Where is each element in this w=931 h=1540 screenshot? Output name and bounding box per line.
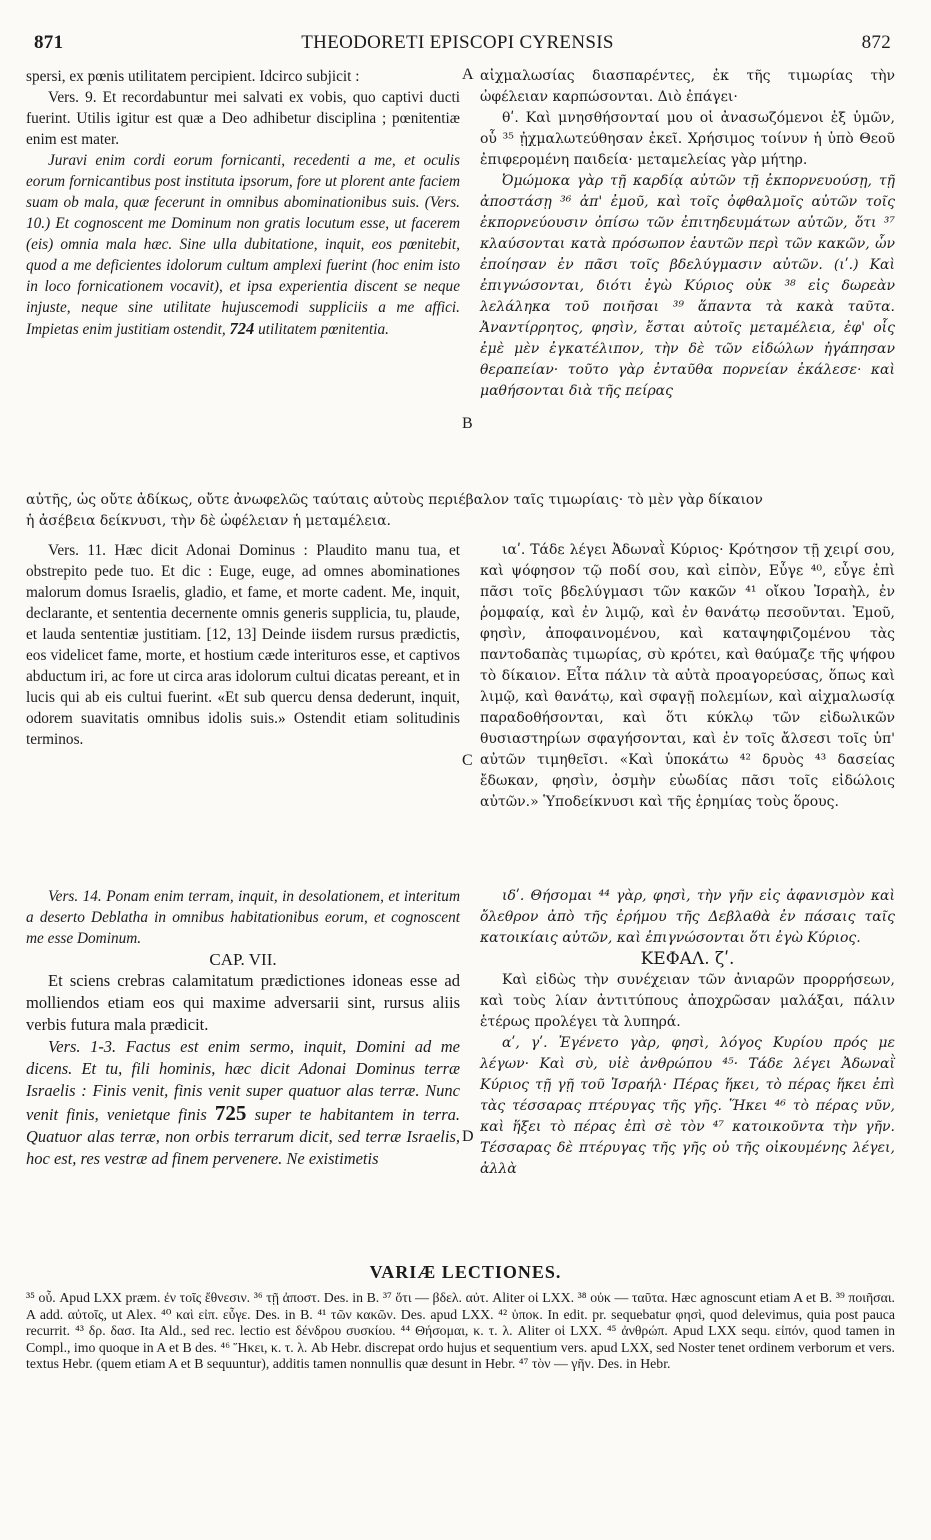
latin-verse-1-3-end: super te habitantem in terra. Quatuor alas terræ, non orbis terrarum dicit, sed terræ Israelis, hoc est, res vestræ ad finem pervenere. Ne existimetis bbox=[26, 1105, 461, 1168]
greek-verse-1-3: αʹ, γʹ. Ἐγένετο γὰρ, φησὶ, λόγος Κυρίου πρός με λέγων· Καὶ σὺ, υἱὲ ἀνθρώπου ⁴⁵· Τάδε λέγει Ἀδωναῒ Κύριος τῇ γῇ τοῦ Ἰσραήλ· Πέρας ἥκει, τὸ πέρας ἥκει ἐπὶ τὰς τέσσαρας πτέρυγας τῆς γῆς. Ἥκει ⁴⁶ τὸ πέρας νῦν, καὶ ἥξει τὸ πέρας ἐπὶ σὲ τὸν ⁴⁷ κατοικοῦντα τὴν γῆν. Τέσσαρας δὲ πτέρυγας τῆς γῆς οὐ τῆς οἰκουμένης λέγει, ἀλλὰ bbox=[480, 1035, 895, 1177]
chapter-heading-greek: ΚΕΦΑΛ. ζʹ. bbox=[640, 949, 735, 969]
greek-verse-9: θʹ. Καὶ μνησθήσονταί μου οἱ ἀνασωζόμενοι ἐξ ὑμῶν, οὗ ³⁵ ᾐχμαλωτεύθησαν ἐκεῖ. Χρήσιμος τοίνυν ἡ ὑπὸ Θεοῦ ἐπιφερομένη παιδεία· μεταμελείας γὰρ μήτηρ. bbox=[480, 110, 895, 168]
greek-chapter-summary: Καὶ εἰδὼς τὴν συνέχειαν τῶν ἀνιαρῶν προρρήσεων, καὶ τοὺς λίαν ἀντιτύπους ἀποχρῶσαν μαλάξαι, πάλιν ἑτέρως προλέγει τὰ λυπηρά. bbox=[480, 972, 895, 1030]
latin-column-middle bbox=[26, 540, 460, 750]
margin-letter-d: D bbox=[462, 1128, 474, 1145]
latin-verse-11: Vers. 11. Hæc dicit Adonai Dominus : Plaudito manu tua, et obstrepito pede tuo. Et dic : Euge, euge, ad omnes abominationes malorum domus Israelis, gladio, et fame, et morte cadent. Me, inquit, declarante, et sententia decernente omnis generis supplicia, tu, plaude, et lauda sententiæ justitiam. [12, 13] Deinde iisdem rursus prædictis, eos videlicet fame, morte, et hostium cæde interituros esse, et captivos abductum iri, ac fore ut circa aras idolorum cultui dicatas pereant, et in lucis qui ab eis cultui fuerint. «Et sub quercu densa dederunt, inquit, odorem suavitatis omnibus idolis suis.» Ostendit etiam solitudinis terminos. bbox=[26, 542, 460, 748]
greek-verse-14: ιδʹ. Θήσομαι ⁴⁴ γὰρ, φησὶ, τὴν γῆν εἰς ἀφανισμὸν καὶ ὄλεθρον ἀπὸ τῆς ἐρήμου τῆς Δεβλαθὰ ἐν πάσαις ταῖς κατοικίαις αὐτῶν, καὶ ἐπιγνώσονται ὅτι ἐγὼ Κύριος. bbox=[480, 888, 895, 946]
variae-lectiones-notes bbox=[26, 1290, 895, 1373]
latin-column-lower bbox=[26, 886, 460, 1170]
greek-verse-10: Ὀμώμοκα γὰρ τῇ καρδίᾳ αὐτῶν τῇ ἐκπορνευούσῃ, τῇ ἀποστάσῃ ³⁶ ἀπ' ἐμοῦ, καὶ τοῖς ὀφθαλμοῖς αὐτῶν τοῖς ἐκπορνεύουσιν ὀπίσω τῶν ἐπιτηδευμάτων αὐτῶν, ὅτι ³⁷ κλαύσονται κατὰ πρόσωπον ἑαυτῶν περὶ τῶν κακῶν, ὧν ἐποίησαν ἐν πᾶσι τοῖς βδελύγμασιν αὐτῶν. (ιʹ.) Καὶ ἐπιγνώσονται, διότι ἐγὼ Κύριος οὐκ ³⁸ εἰς δωρεὰν λελάληκα τοῦ ποιῆσαι ³⁹ ἅπαντα τὰ κακὰ ταῦτα. Ἀναντίρρητος, φησὶν, ἔσται αὐτοῖς μεταμέλεια, ἐφ' οἷς ἐμὲ μὲν ἐγκατέλιπον, τὴν δὲ τῶν εἰδώλων ἠγάπησαν θεραπείαν· τοῦτο γὰρ ἐνταῦθα πορνείαν ἐκάλεσε· καὶ μαθήσονται διὰ τῆς πείρας bbox=[480, 173, 895, 399]
greek-full-line-2: ἡ ἀσέβεια δείκνυσι, τὴν δὲ ὠφέλειαν ἡ μεταμέλεια. bbox=[26, 513, 391, 529]
margin-letter-c: C bbox=[462, 752, 473, 769]
latin-verse-14: Vers. 14. Ponam enim terram, inquit, in desolationem, et interitum a deserto Deblatha in omnibus habitationibus eorum, et cognoscent me esse Dominum. bbox=[26, 888, 460, 947]
column-number-724: 724 bbox=[229, 319, 255, 338]
greek-paragraph: αἰχμαλωσίας διασπαρέντες, ἐκ τῆς τιμωρίας τὴν ὠφέλειαν καρπώσονται. Διὸ ἐπάγει· bbox=[480, 68, 895, 105]
running-header bbox=[24, 30, 891, 62]
variae-lectiones-text: ³⁵ οὗ. Apud LXX præm. ἐν τοῖς ἔθνεσιν. ³⁶ τῇ ἀποστ. Des. in B. ³⁷ ὅτι — βδελ. αὐτ. Aliter oἱ LXX. ³⁸ οὐκ — ταῦτα. Hæc agnoscunt etiam A et B. ³⁹ ποιῆσαι. A add. αὐτοῖς, ut Alex. ⁴⁰ καὶ εἰπ. εὖγε. Des. in B. ⁴¹ τῶν κακῶν. Des. apud LXX. ⁴² ὑποκ. In edit. pr. sequebatur φησὶ, quod delevimus, quia post pauca recurrit. ⁴³ δρ. δασ. Ita Ald., sed rec. lectio est δένδρου συσκίου. ⁴⁴ Θήσομαι, κ. τ. λ. Aliter oἱ LXX. ⁴⁵ ἀνθρώπ. Apud LXX sequ. εἰπόν, quod tamen in Compl., imo quoque in A et B des. ⁴⁶ Ἥκει, κ. τ. λ. Ab Hebr. discrepat ordo hujus et sequentium vers. apud LXX, sed Noster tenet ordinem verborum et vers. textus Hebr. (quem etiam A et B sequuntur), additis tamen nonnullis quæ desunt in Hebr. ⁴⁷ τὸν — γῆν. Des. in Hebr. bbox=[26, 1290, 895, 1372]
latin-chapter-summary: Et sciens crebras calamitatum prædictiones idoneas esse ad molliendos etiam eos qui maxime adversarii sint, rursus aliis verbis futura mala prædicit. bbox=[26, 971, 460, 1034]
latin-verse-10-text: Juravi enim cordi eorum fornicanti, recedenti a me, et oculis eorum fornicantibus post instituta ipsorum, fore ut plorent ante faciem suam ob mala, quæ fecerunt in omnibus abominationibus suis. (Vers. 10.) Et cognoscent me Dominum non gratis locutum esse, ut facerem (eis) omnia mala hæc. Sine ulla dubitatione, inquit, eos pœnitebit, quod a me deficientes idolorum cultum amplexi fuerint (hoc enim isto in loco fornicationem vocavit), et ipsa experientia discent se neque injuste, neque sine utilitate hujuscemodi suppliciis a me affici. Impietas enim justitiam ostendit, bbox=[26, 152, 460, 338]
greek-column-top bbox=[480, 66, 895, 402]
latin-verse-1-3-text: Vers. 1-3. Factus est enim sermo, inquit, Domini ad me dicens. Et tu, fili hominis, hæc dicit Adonai Dominus terræ Israelis : Finis venit, finis venit super quatuor alas terræ. Nunc venit finis, venietque finis bbox=[26, 1037, 460, 1124]
latin-paragraph: spersi, ex pœnis utilitatem percipient. Idcirco subjicit : bbox=[26, 68, 360, 85]
greek-column-middle bbox=[480, 540, 895, 813]
latin-verse-10 bbox=[26, 150, 460, 340]
chapter-heading-latin: CAP. VII. bbox=[209, 950, 277, 969]
greek-verse-11: ιαʹ. Τάδε λέγει Ἀδωναῒ Κύριος· Κρότησον τῇ χειρί σου, καὶ ψόφησον τῷ ποδί σου, καὶ εἰπὸν, Εὖγε ⁴⁰, εὖγε ἐπὶ πᾶσι τοῖς βδελύγμασι τῶν κακῶν ⁴¹ οἴκου Ἰσραὴλ, ἐν ῥομφαίᾳ, καὶ ἐν λιμῷ, καὶ ἐν θανάτῳ πεσοῦνται. Ἐμοῦ, φησὶν, ἀποφαινομένου, καὶ καταψηφιζομένου τὰς παντοδαπὰς τιμωρίας, σὺ κρότει, καὶ θαύμαζε τῆς ψήφου τὸ δίκαιον. Εἶτα πάλιν τὰ αὐτὰ προαγορεύσας, ὅπως καὶ λιμῷ, καὶ θανάτῳ, καὶ σφαγῇ πολεμίων, καὶ αἰχμαλωσίᾳ παραδοθήσονται, καὶ ὅτι κύκλῳ τῶν εἰδωλικῶν θυσιαστηρίων σφαγήσονται, καὶ ἐν τοῖς ἄλσεσι τοῖς ὑπ' αὐτῶν τιμηθεῖσι. «Καὶ ὑποκάτω ⁴² δρυὸς ⁴³ δασείας ἔδωκαν, φησὶν, ὀσμὴν εὐωδίας πᾶσι τοῖς εἰδώλοις αὐτῶν.» Ὑποδείκνυσι καὶ τῆς ἐρημίας τοὺς ὅρους. bbox=[480, 542, 895, 810]
page-number-left: 871 bbox=[34, 32, 64, 53]
latin-verse-10-end: utilitatem pœnitentia. bbox=[258, 321, 389, 338]
column-number-725: 725 bbox=[214, 1101, 247, 1125]
margin-letter-a: A bbox=[462, 66, 474, 83]
greek-full-width-lines bbox=[26, 490, 895, 532]
latin-verse-1-3 bbox=[26, 1036, 460, 1170]
page-number-right: 872 bbox=[861, 32, 891, 53]
greek-full-line-1: αὐτῆς, ὡς οὔτε ἀδίκως, οὔτε ἀνωφελῶς ταύταις αὐτοὺς περιέβαλον ταῖς τιμωρίαις· τὸ μὲν γὰρ δίκαιον bbox=[26, 492, 763, 508]
latin-column-top bbox=[26, 66, 460, 340]
greek-column-lower bbox=[480, 886, 895, 1180]
variae-lectiones-heading: VARIÆ LECTIONES. bbox=[369, 1262, 562, 1282]
latin-verse-9: Vers. 9. Et recordabuntur mei salvati ex vobis, quo captivi ducti fuerint. Utilis igitur est quæ a Deo adhibetur disciplina ; pœnitentiæ enim est mater. bbox=[26, 89, 460, 148]
running-title: THEODORETI EPISCOPI CYRENSIS bbox=[301, 32, 614, 53]
margin-letter-b: B bbox=[462, 415, 473, 432]
